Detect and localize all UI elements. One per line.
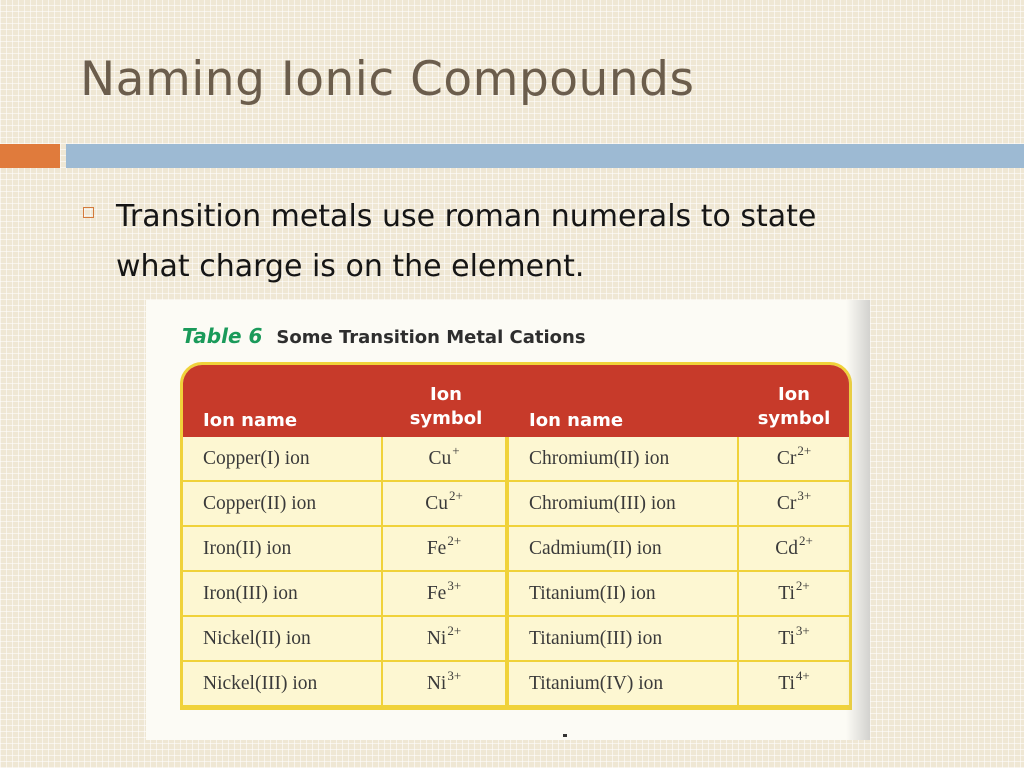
ion-symbol-cell bbox=[383, 617, 509, 662]
ion-symbol: Cu bbox=[428, 447, 452, 469]
ion-charge: 2+ bbox=[448, 487, 463, 503]
ion-charge: 2+ bbox=[797, 442, 812, 458]
accent-bar-orange bbox=[0, 144, 60, 168]
ion-name-cell: Chromium(III) ion bbox=[509, 482, 739, 527]
bullet-text: Transition metals use roman numerals to state what charge is on the element. bbox=[116, 199, 817, 284]
header-ion-symbol: Ion symbol bbox=[757, 384, 831, 429]
ion-name-cell: Nickel(II) ion bbox=[183, 617, 383, 662]
ion-name-cell: Cadmium(II) ion bbox=[509, 527, 739, 572]
page-mark bbox=[563, 734, 567, 737]
ion-charge: + bbox=[452, 442, 460, 458]
ion-symbol: Ti bbox=[778, 627, 795, 649]
ion-symbol-cell bbox=[739, 437, 849, 482]
ion-symbol: Fe bbox=[426, 537, 447, 559]
ion-symbol-cell bbox=[739, 662, 849, 707]
ion-symbol: Cu bbox=[425, 492, 448, 514]
ion-symbol-cell bbox=[383, 572, 509, 617]
ion-charge: 3+ bbox=[797, 487, 812, 503]
table-title: Some Transition Metal Cations bbox=[276, 327, 586, 348]
ion-symbol-cell bbox=[739, 527, 849, 572]
ion-symbol: Cd bbox=[775, 537, 798, 559]
ion-name-cell: Iron(III) ion bbox=[183, 572, 383, 617]
ion-charge: 3+ bbox=[447, 667, 462, 683]
ion-symbol-cell bbox=[383, 662, 509, 707]
accent-bar-blue bbox=[66, 144, 1024, 168]
ion-symbol-cell bbox=[383, 437, 509, 482]
ion-charge: 2+ bbox=[447, 532, 462, 548]
ion-symbol: Cr bbox=[776, 492, 797, 514]
ion-symbol: Ni bbox=[426, 672, 447, 694]
table-image bbox=[146, 300, 870, 740]
ion-symbol-cell bbox=[739, 617, 849, 662]
ion-symbol: Ni bbox=[426, 627, 447, 649]
ion-charge: 3+ bbox=[795, 622, 810, 638]
ion-name-cell: Titanium(III) ion bbox=[509, 617, 739, 662]
header-ion-name: Ion name bbox=[529, 410, 624, 431]
table-body bbox=[183, 437, 849, 707]
ion-name-cell: Copper(I) ion bbox=[183, 437, 383, 482]
ion-name-cell: Titanium(IV) ion bbox=[509, 662, 739, 707]
ion-name-cell: Chromium(II) ion bbox=[509, 437, 739, 482]
ion-symbol: Cr bbox=[776, 447, 797, 469]
ion-charge: 2+ bbox=[795, 577, 810, 593]
ion-name-cell: Nickel(III) ion bbox=[183, 662, 383, 707]
slide-title: Naming Ionic Compounds bbox=[80, 52, 695, 107]
square-bullet-icon bbox=[83, 207, 94, 218]
ion-symbol-cell bbox=[739, 482, 849, 527]
ion-charge: 2+ bbox=[798, 532, 813, 548]
ion-symbol: Fe bbox=[426, 582, 447, 604]
table-label: Table 6 bbox=[182, 324, 263, 348]
ion-symbol-cell bbox=[383, 527, 509, 572]
ion-charge: 2+ bbox=[447, 622, 462, 638]
header-ion-name: Ion name bbox=[203, 410, 298, 431]
ion-charge: 3+ bbox=[447, 577, 462, 593]
ion-symbol-cell bbox=[383, 482, 509, 527]
header-ion-symbol: Ion symbol bbox=[409, 384, 483, 429]
ion-name-cell: Titanium(II) ion bbox=[509, 572, 739, 617]
ion-table bbox=[180, 362, 852, 710]
ion-name-cell: Iron(II) ion bbox=[183, 527, 383, 572]
ion-symbol-cell bbox=[739, 572, 849, 617]
table-header-row bbox=[183, 365, 849, 437]
ion-charge: 4+ bbox=[795, 667, 810, 683]
ion-symbol: Ti bbox=[778, 582, 795, 604]
table-caption bbox=[182, 324, 586, 348]
ion-name-cell: Copper(II) ion bbox=[183, 482, 383, 527]
ion-symbol: Ti bbox=[778, 672, 795, 694]
